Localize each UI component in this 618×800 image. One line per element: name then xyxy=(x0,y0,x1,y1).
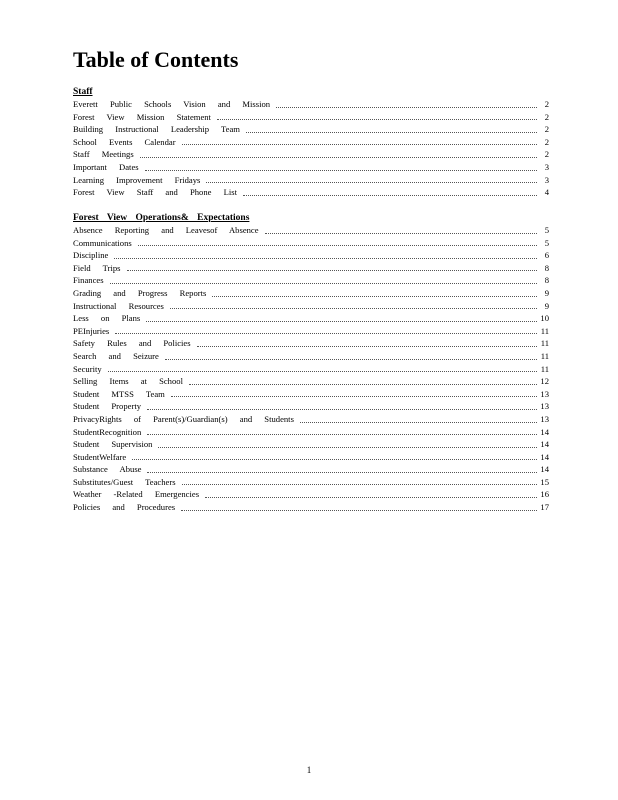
toc-entry-page: 2 xyxy=(544,99,549,109)
toc-entry-page: 12 xyxy=(540,376,549,387)
toc-entry-page: 11 xyxy=(540,350,549,361)
toc-entry-page: 3 xyxy=(544,174,549,185)
toc-entry-label: Learning Improvement Fridays xyxy=(73,174,201,185)
dot-leader xyxy=(115,333,537,334)
toc-entry-label: PEInjuries xyxy=(73,325,110,336)
toc-entry-page: 14 xyxy=(540,451,549,462)
toc-entry[interactable] xyxy=(73,262,549,275)
dot-leader xyxy=(243,195,537,196)
toc-entry[interactable] xyxy=(73,237,549,250)
toc-entry[interactable] xyxy=(73,363,549,376)
toc-entry-label: StudentWelfare xyxy=(73,451,127,462)
dot-leader xyxy=(138,245,537,246)
toc-entry-label: Discipline xyxy=(73,250,109,261)
toc-entry-page: 2 xyxy=(544,111,549,122)
toc-entry[interactable] xyxy=(73,476,549,489)
dot-leader xyxy=(140,157,537,158)
page-number: 1 xyxy=(306,765,312,775)
toc-entry-label: Security xyxy=(73,363,102,374)
toc-entry-page: 6 xyxy=(544,250,549,261)
dot-leader xyxy=(145,170,537,171)
toc-entry[interactable] xyxy=(73,274,549,287)
toc-entry[interactable] xyxy=(73,413,549,426)
toc-entry-page: 9 xyxy=(544,287,549,298)
toc-entry-page: 11 xyxy=(540,338,549,349)
toc-entry[interactable] xyxy=(73,400,549,413)
toc-entry-label: Staff Meetings xyxy=(73,149,134,160)
toc-entry-page: 15 xyxy=(540,476,549,487)
toc-entry-page: 16 xyxy=(540,489,549,500)
toc-entry-label: Forest View Mission Statement xyxy=(73,111,211,122)
toc-entry[interactable] xyxy=(73,501,549,514)
toc-entry-label: Building Instructional Leadership Team xyxy=(73,124,240,135)
toc-entry-label: Search and Seizure xyxy=(73,350,159,361)
toc-section-staff xyxy=(73,86,549,199)
toc-entry[interactable] xyxy=(73,350,549,363)
toc-entry[interactable] xyxy=(73,438,549,451)
toc-entry-label: Selling Items at School xyxy=(73,376,183,387)
toc-entry[interactable] xyxy=(73,98,549,111)
toc-entry[interactable] xyxy=(73,123,549,136)
toc-entry[interactable] xyxy=(73,312,549,325)
dot-leader xyxy=(276,107,537,108)
dot-leader xyxy=(110,283,537,284)
dot-leader xyxy=(181,510,537,511)
toc-entry-page: 14 xyxy=(540,439,549,450)
toc-entry[interactable] xyxy=(73,287,549,300)
toc-entry[interactable] xyxy=(73,375,549,388)
toc-entry[interactable] xyxy=(73,426,549,439)
toc-entry[interactable] xyxy=(73,388,549,401)
toc-entry-page: 3 xyxy=(544,161,549,172)
toc-entry[interactable] xyxy=(73,186,549,199)
dot-leader xyxy=(146,321,537,322)
dot-leader xyxy=(114,258,537,259)
dot-leader xyxy=(171,396,537,397)
dot-leader xyxy=(265,233,537,234)
dot-leader xyxy=(300,422,537,423)
toc-entry-label: Student Supervision xyxy=(73,439,153,450)
toc-entry[interactable] xyxy=(73,325,549,338)
toc-entry-label: Absence Reporting and Leavesof Absence xyxy=(73,225,259,235)
toc-entry[interactable] xyxy=(73,300,549,313)
toc-entry[interactable] xyxy=(73,463,549,476)
toc-entry-label: Field Trips xyxy=(73,262,121,273)
toc-entry-page: 9 xyxy=(544,300,549,311)
toc-entry[interactable] xyxy=(73,488,549,501)
dot-leader xyxy=(217,119,537,120)
dot-leader xyxy=(170,308,537,309)
section-header: Forest View Operations& Expectations xyxy=(73,213,250,223)
dot-leader xyxy=(165,359,537,360)
toc-entry-label: Student Property xyxy=(73,401,142,412)
toc-entry-label: Everett Public Schools Vision and Mission xyxy=(73,99,271,109)
toc-section-operations xyxy=(73,212,549,514)
toc-entry-page: 10 xyxy=(540,313,549,324)
toc-entry-page: 8 xyxy=(544,275,549,286)
toc-entry-page: 2 xyxy=(544,124,549,135)
toc-entry-label: Less on Plans xyxy=(73,313,141,324)
toc-entry[interactable] xyxy=(73,111,549,124)
dot-leader xyxy=(158,447,537,448)
toc-entry-page: 2 xyxy=(544,149,549,160)
dot-leader xyxy=(246,132,537,133)
toc-entry[interactable] xyxy=(73,174,549,187)
toc-entry-label: Safety Rules and Policies xyxy=(73,338,191,349)
toc-entry-label: PrivacyRights of Parent(s)/Guardian(s) and Students xyxy=(73,413,294,424)
toc-entry[interactable] xyxy=(73,161,549,174)
toc-entry-page: 11 xyxy=(540,325,549,336)
toc-entry-page: 5 xyxy=(544,225,549,235)
toc-entry-page: 8 xyxy=(544,262,549,273)
dot-leader xyxy=(127,270,538,271)
dot-leader xyxy=(197,346,537,347)
toc-entry-page: 13 xyxy=(540,413,549,424)
toc-entry-page: 11 xyxy=(540,363,549,374)
toc-entry-label: Student MTSS Team xyxy=(73,388,165,399)
dot-leader xyxy=(132,459,537,460)
toc-entry-label: Instructional Resources xyxy=(73,300,164,311)
dot-leader xyxy=(147,434,537,435)
toc-entry-page: 14 xyxy=(540,464,549,475)
toc-entry-label: Grading and Progress Reports xyxy=(73,287,207,298)
dot-leader xyxy=(182,484,537,485)
toc-entry-label: Policies and Procedures xyxy=(73,502,176,513)
toc-entry-label: Substance Abuse xyxy=(73,464,142,475)
dot-leader xyxy=(189,384,537,385)
toc-entry-label: Important Dates xyxy=(73,161,139,172)
toc-entry[interactable] xyxy=(73,148,549,161)
toc-entry-page: 2 xyxy=(544,136,549,147)
toc-entry-page: 14 xyxy=(540,426,549,437)
dot-leader xyxy=(108,371,537,372)
dot-leader xyxy=(206,182,537,183)
toc-entry-page: 13 xyxy=(540,401,549,412)
section-header: Staff xyxy=(73,87,93,97)
page-title: Table of Contents xyxy=(73,47,239,72)
dot-leader xyxy=(205,497,537,498)
toc-entry[interactable] xyxy=(73,337,549,350)
dot-leader xyxy=(147,472,537,473)
toc-entry-page: 4 xyxy=(544,187,549,198)
dot-leader xyxy=(182,144,537,145)
toc-entry-page: 13 xyxy=(540,388,549,399)
toc-entry-label: StudentRecognition xyxy=(73,426,142,437)
toc-entry-label: Communications xyxy=(73,237,132,248)
toc-entry-page: 5 xyxy=(544,237,549,248)
toc-entry-page: 17 xyxy=(540,502,549,513)
toc-entry[interactable] xyxy=(73,136,549,149)
toc-entry[interactable] xyxy=(73,224,549,237)
toc-entry-label: School Events Calendar xyxy=(73,136,176,147)
toc-entry[interactable] xyxy=(73,451,549,464)
toc-entry-label: Weather -Related Emergencies xyxy=(73,489,200,500)
toc-entry[interactable] xyxy=(73,249,549,262)
toc-entry-label: Finances xyxy=(73,275,104,286)
dot-leader xyxy=(147,409,537,410)
toc-entry-label: Substitutes/Guest Teachers xyxy=(73,476,176,487)
dot-leader xyxy=(212,296,537,297)
toc-entry-label: Forest View Staff and Phone List xyxy=(73,187,237,198)
